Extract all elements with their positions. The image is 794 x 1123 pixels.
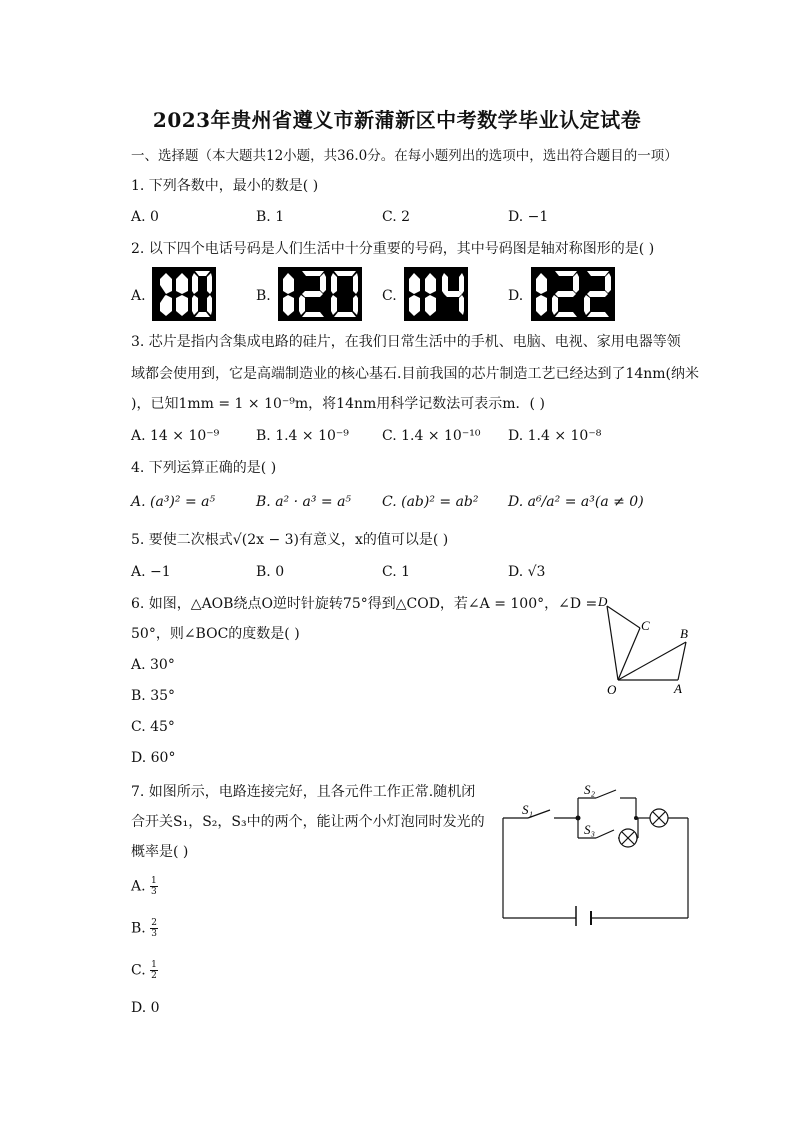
q6-option-a: A. 30° — [131, 657, 175, 673]
q5-option-b: B. 0 — [256, 564, 285, 580]
q1-option-a: A. 0 — [131, 209, 159, 225]
q7-label-s3: S₃ — [584, 822, 596, 837]
q1-option-c: C. 2 — [382, 209, 411, 225]
page-title: 2023年贵州省遵义市新蒲新区中考数学毕业认定试卷 — [152, 108, 642, 132]
q3-line3: )，已知1mm = 1 × 10⁻⁹m，将14nm用科学记数法可表示m．( ) — [131, 396, 545, 412]
q7-circuit-figure — [498, 778, 698, 926]
q2-figure-c — [404, 267, 468, 321]
q7-line3: 概率是( ) — [131, 844, 189, 860]
q2-option-b: B. — [256, 288, 271, 304]
q6-option-d: D. 60° — [131, 750, 176, 766]
q6-triangle-figure — [590, 590, 700, 702]
q2-option-d: D. — [508, 288, 524, 304]
q5-stem: 5. 要使二次根式√(2x − 3)有意义，x的值可以是( ) — [131, 532, 449, 548]
q1-stem: 1. 下列各数中，最小的数是( ) — [131, 178, 319, 194]
q6-line1: 6. 如图，△AOB绕点O逆时针旋转75°得到△COD，若∠A = 100°，∠D = — [131, 596, 598, 612]
q7-label-s2: S₂ — [584, 782, 596, 797]
q1-option-d: D. −1 — [508, 209, 549, 225]
q4-stem: 4. 下列运算正确的是( ) — [131, 460, 277, 476]
q7-line2: 合开关S₁，S₂，S₃中的两个，能让两个小灯泡同时发光的 — [131, 814, 485, 830]
q4-option-d: D. a⁶/a² = a³(a ≠ 0) — [508, 494, 644, 510]
q7-option-b: B. $\frac{2}{3}$ — [131, 918, 157, 939]
q5-option-d: D. √3 — [508, 564, 546, 580]
q3-option-c: C. 1.4 × 10⁻¹⁰ — [382, 428, 481, 444]
section-heading: 一、选择题（本大题共12小题，共36.0分。在每小题列出的选项中，选出符合题目的一项） — [131, 148, 678, 164]
q2-figure-d — [531, 267, 615, 321]
q3-line2: 域都会使用到，它是高端制造业的核心基石.目前我国的芯片制造工艺已经达到了14nm(纳米 — [131, 366, 700, 382]
q3-option-a: A. 14 × 10⁻⁹ — [131, 428, 220, 444]
q2-figure-a — [152, 267, 216, 321]
q7-option-a: A. $\frac{1}{3}$ — [131, 876, 157, 897]
q4-option-b: B. a² · a³ = a⁵ — [256, 494, 352, 510]
q6-option-b: B. 35° — [131, 688, 176, 704]
q6-label-o: O — [607, 682, 617, 697]
q1-option-b: B. 1 — [256, 209, 285, 225]
q6-line2: 50°，则∠BOC的度数是( ) — [131, 626, 300, 642]
q5-option-a: A. −1 — [131, 564, 171, 580]
q7-label-s1: S₁ — [522, 802, 534, 817]
q7-option-c: C. $\frac{1}{2}$ — [131, 960, 157, 981]
q4-option-c: C. (ab)² = ab² — [382, 494, 479, 510]
q6-label-d: D — [598, 594, 608, 609]
q2-option-c: C. — [382, 288, 397, 304]
q3-line1: 3. 芯片是指内含集成电路的硅片，在我们日常生活中的手机、电脑、电视、家用电器等领 — [131, 334, 681, 350]
q4-option-a: A. (a³)² = a⁵ — [131, 494, 216, 510]
q2-figure-b — [278, 267, 362, 321]
q2-option-a: A. — [131, 288, 146, 304]
q7-option-d: D. 0 — [131, 1000, 160, 1016]
q2-stem: 2. 以下四个电话号码是人们生活中十分重要的号码，其中号码图是轴对称图形的是( ) — [131, 241, 655, 257]
q7-line1: 7. 如图所示，电路连接完好，且各元件工作正常.随机闭 — [131, 784, 476, 800]
q5-option-c: C. 1 — [382, 564, 411, 580]
q6-option-c: C. 45° — [131, 719, 175, 735]
q3-option-b: B. 1.4 × 10⁻⁹ — [256, 428, 349, 444]
q3-option-d: D. 1.4 × 10⁻⁸ — [508, 428, 602, 444]
q6-label-c: C — [641, 618, 650, 633]
q6-label-b: B — [680, 626, 688, 641]
q6-label-a: A — [674, 681, 682, 696]
